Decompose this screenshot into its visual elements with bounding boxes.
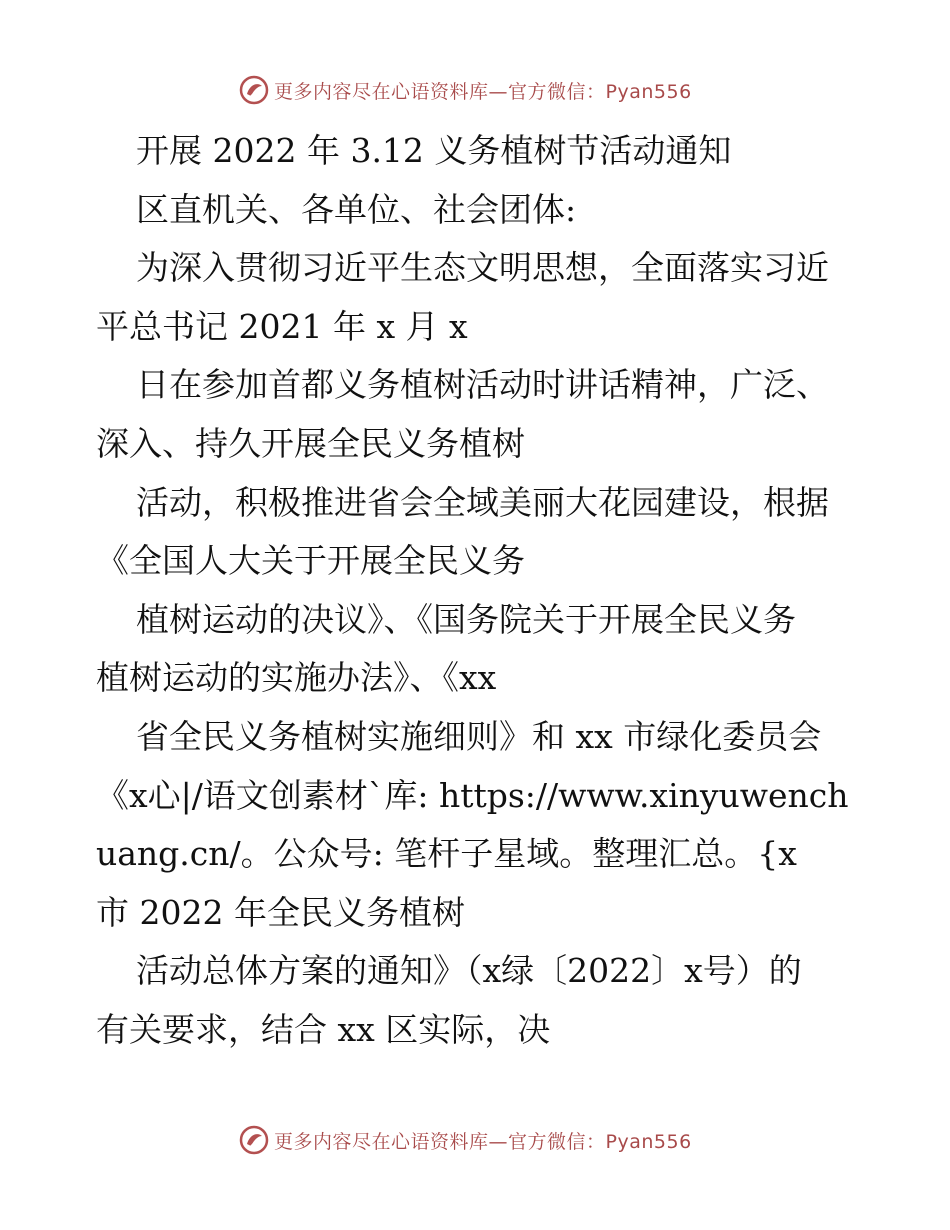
text-line: 日在参加首都义务植树活动时讲话精神，广泛、 [136,365,829,405]
text-line: 市 2022 年全民义务植树 [96,892,465,932]
text-line: 为深入贯彻习近平生态文明思想，全面落实习近 [136,248,829,288]
text-line: 深入、持久开展全民义务植树 [96,423,525,463]
document-title: 开展 2022 年 3.12 义务植树节活动通知 [136,131,732,170]
text-line: 《全国人大关于开展全民义务 [96,541,525,581]
text-line: 活动，积极推进省会全域美丽大花园建设，根据 [136,482,829,522]
text-line: 植树运动的决议》、《国务院关于开展全民义务 [136,599,796,639]
text-line: 平总书记 2021 年 x 月 x [96,306,468,346]
watermark-header [238,74,692,106]
salutation: 区直机关、各单位、社会团体: [136,189,577,229]
text-line: 有关要求，结合 xx 区实际，决 [96,1009,551,1049]
watermark-text: 更多内容尽在心语资料库—官方微信：Pyan556 [274,1130,692,1153]
text-line: 《x心|/语文创素材`库: https://www.xinyuwench [96,775,849,815]
watermark-text: 更多内容尽在心语资料库—官方微信：Pyan556 [274,80,692,103]
logo-icon [238,74,270,106]
text-line: 植树运动的实施办法》、《xx [96,658,497,698]
text-line: 活动总体方案的通知》（x绿〔2022〕x号）的 [136,951,802,991]
text-line: uang.cn/。公众号: 笔杆子星域。整理汇总。{x [96,834,797,874]
watermark-footer [238,1124,692,1156]
text-line: 省全民义务植树实施细则》和 xx 市绿化委员会 [136,716,822,756]
document-body [96,122,856,1060]
logo-icon [238,1124,270,1156]
